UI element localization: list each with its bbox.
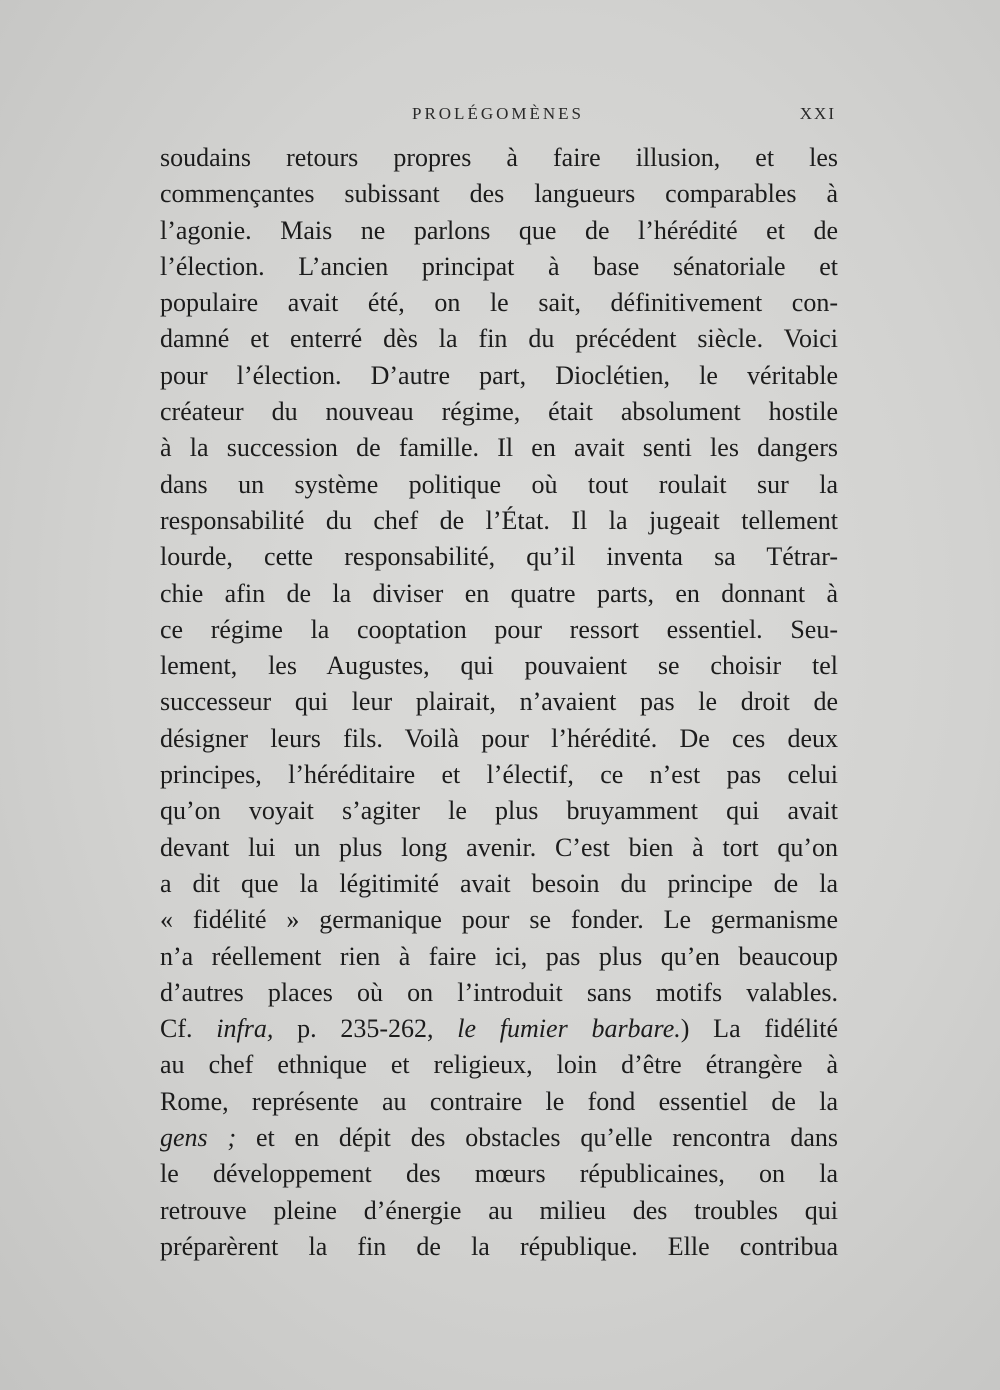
text-line: Rome, représente au contraire le fond essentiel de la (160, 1086, 838, 1116)
text-line: lement, les Augustes, qui pouvaient se choisir tel (160, 651, 838, 681)
text-segment: ) La fidélité (680, 1014, 838, 1044)
text-segment: p. 235-262, (273, 1014, 458, 1044)
text-line: principes, l’héréditaire et l’électif, ce n’est pas celui (160, 760, 838, 790)
text-line: pour l’élection. D’autre part, Dioclétien, le véritable (160, 360, 838, 390)
text-line: soudains retours propres à faire illusion, et les (160, 143, 838, 172)
text-line: damné et enterré dès la fin du précédent siècle. Voici (160, 324, 838, 354)
text-line: a dit que la légitimité avait besoin du principe de la (160, 868, 838, 898)
text-line: retrouve pleine d’énergie au milieu des troubles qui (160, 1195, 838, 1225)
text-line: à la succession de famille. Il en avait senti les dangers (160, 433, 838, 463)
running-title: PROLÉGOMÈNES (411, 104, 584, 123)
text-line: l’élection. L’ancien principat à base sénatoriale et (160, 251, 838, 281)
text-line: l’agonie. Mais ne parlons que de l’hérédité et de (160, 215, 838, 245)
text-line: n’a réellement rien à faire ici, pas plus qu’en beaucoup (160, 941, 838, 971)
italic-segment: infra, (216, 1014, 274, 1044)
text-line: ce régime la cooptation pour ressort essentiel. Seu- (160, 614, 838, 644)
text-line: commençantes subissant des langueurs comparables à (160, 179, 838, 209)
text-line: lourde, cette responsabilité, qu’il inventa sa Tétrar- (160, 542, 838, 572)
text-line: populaire avait été, on le sait, définitivement con- (160, 288, 838, 318)
page-number: XXI (799, 104, 836, 123)
text-line: le développement des mœurs républicaines, on la (160, 1159, 838, 1189)
text-line: au chef ethnique et religieux, loin d’être étrangère à (160, 1050, 838, 1080)
text-segment: Cf. (160, 1014, 217, 1044)
text-line: chie afin de la diviser en quatre parts, en donnant à (160, 578, 838, 608)
text-segment: et en dépit des obstacles qu’elle rencontra dans (236, 1123, 838, 1153)
text-line: désigner leurs fils. Voilà pour l’hérédité. De ces deux (160, 723, 838, 753)
page-header (160, 104, 836, 132)
italic-segment: le fumier barbare. (457, 1014, 681, 1044)
text-line: créateur du nouveau régime, était absolument hostile (160, 397, 838, 427)
body-text (160, 140, 838, 1265)
text-line (160, 1011, 838, 1047)
text-line: qu’on voyait s’agiter le plus bruyamment qui avait (160, 796, 838, 826)
text-line: dans un système politique où tout roulait sur la (160, 469, 838, 499)
text-line: successeur qui leur plairait, n’avaient pas le droit de (160, 687, 838, 717)
text-line: responsabilité du chef de l’État. Il la jugeait tellement (160, 505, 838, 535)
text-line: « fidélité » germanique pour se fonder. Le germanisme (160, 905, 838, 935)
text-line (160, 1120, 838, 1156)
italic-segment: gens ; (160, 1123, 237, 1153)
text-line: devant lui un plus long avenir. C’est bien à tort qu’on (160, 832, 838, 862)
text-line: préparèrent la fin de la république. Elle contribua (160, 1231, 838, 1261)
text-line: d’autres places où on l’introduit sans motifs valables. (160, 977, 838, 1007)
